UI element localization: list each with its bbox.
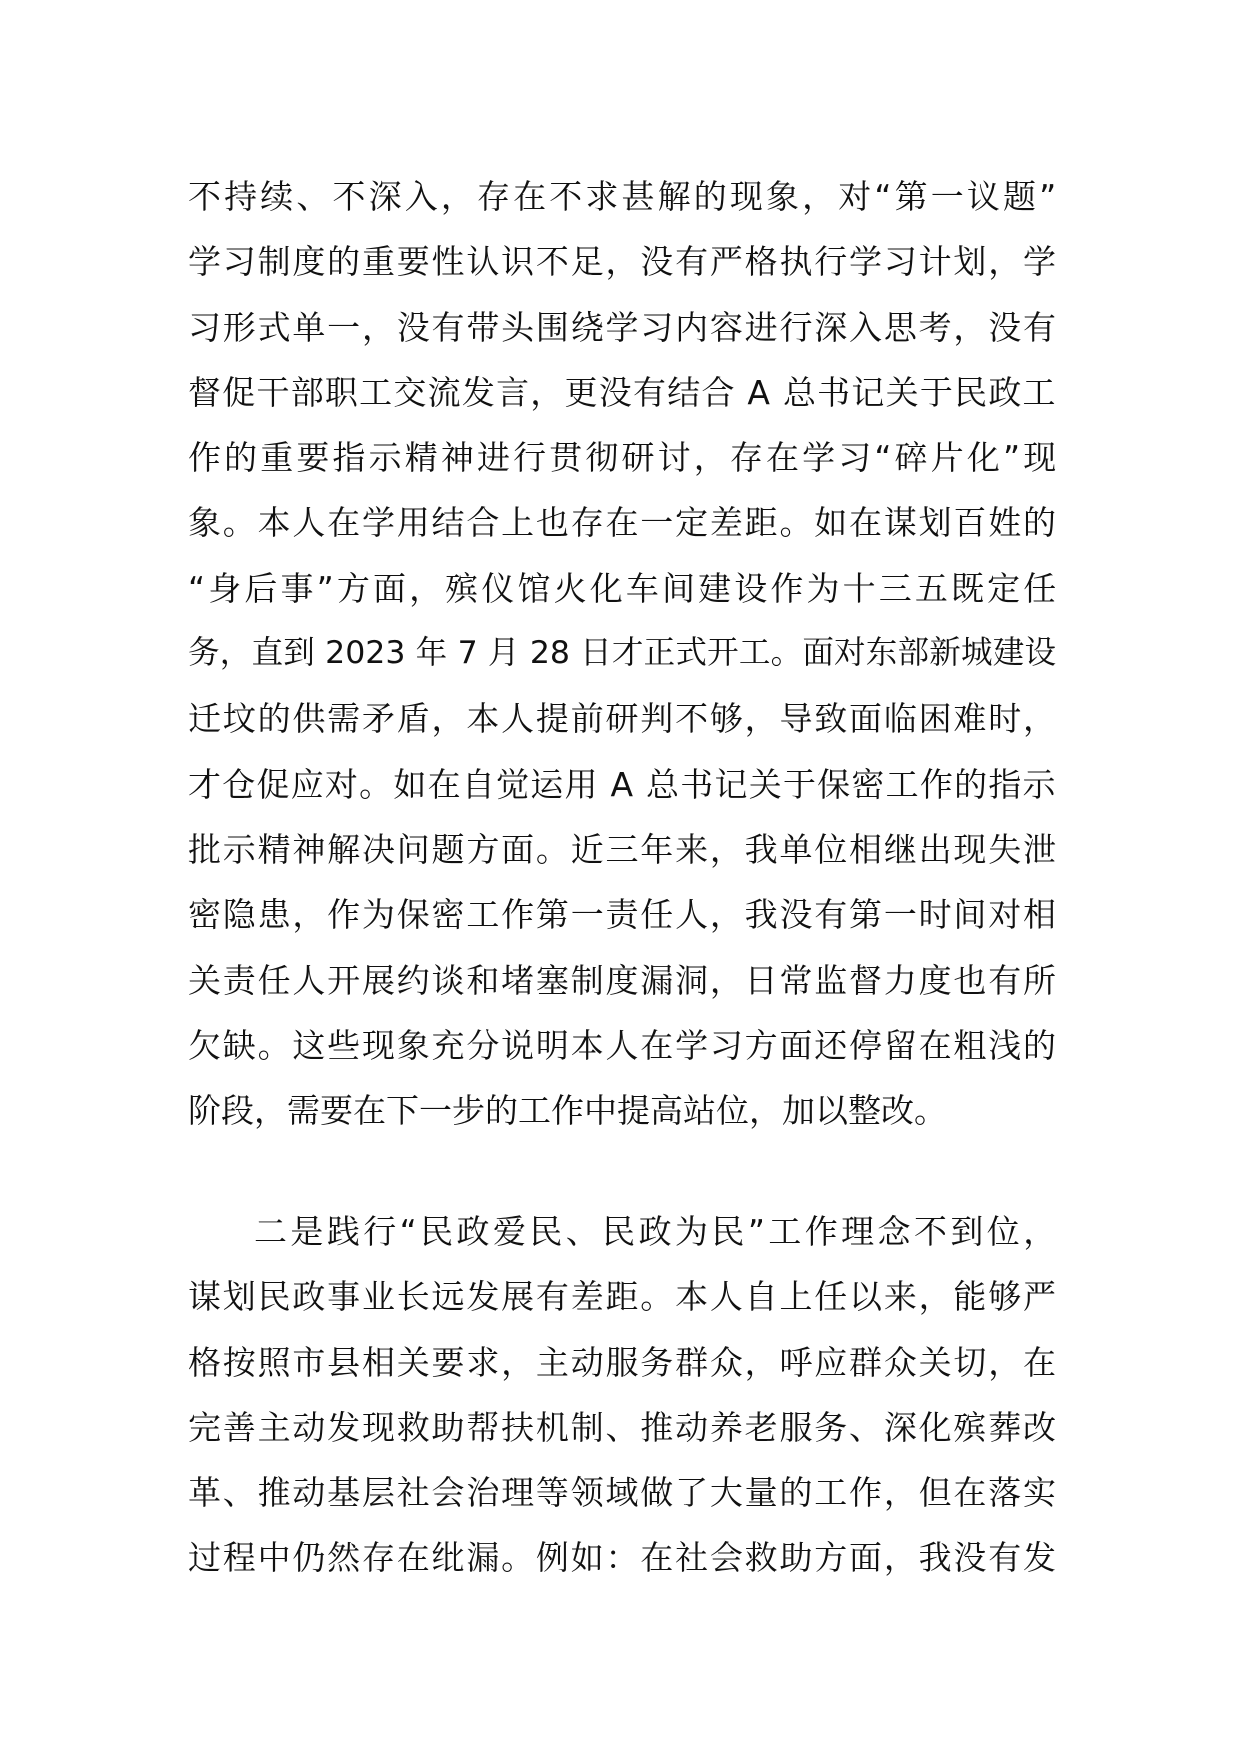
text-line: 不持续、不深入，存在不求甚解的现象，对“第一议题” xyxy=(188,177,1060,216)
text-line: “身后事”方面，殡仪馆火化车间建设作为十三五既定任 xyxy=(188,568,1060,608)
text-line: 迁坟的供需矛盾，本人提前研判不够，导致面临困难时， xyxy=(188,699,1058,739)
text-line: 学习制度的重要性认识不足，没有严格执行学习计划，学 xyxy=(188,242,1058,282)
text-line: 谋划民政事业长远发展有差距。本人自上任以来，能够严 xyxy=(188,1277,1058,1317)
paragraph-2 xyxy=(188,1199,1060,1591)
text-line: 务，直到 2023 年 7 月 28 日才正式开工。面对东部新城建设 xyxy=(188,635,1056,672)
text-line: 批示精神解决问题方面。近三年来，我单位相继出现失泄 xyxy=(188,829,1058,869)
text-line: 关责任人开展约谈和堵塞制度漏洞，日常监督力度也有所 xyxy=(188,960,1058,1000)
paragraph-1 xyxy=(188,164,1060,1143)
text-line: 完善主动发现救助帮扶机制、推动养老服务、深化殡葬改 xyxy=(188,1407,1058,1447)
text-line: 作的重要指示精神进行贯彻研讨，存在学习“碎片化”现 xyxy=(188,438,1060,478)
text-line: 象。本人在学用结合上也存在一定差距。如在谋划百姓的 xyxy=(188,503,1058,543)
text-line: 欠缺。这些现象充分说明本人在学习方面还停留在粗浅的 xyxy=(188,1025,1058,1065)
text-line: 阶段，需要在下一步的工作中提高站位，加以整改。 xyxy=(188,1091,947,1131)
text-line: 革、推动基层社会治理等领域做了大量的工作，但在落实 xyxy=(188,1473,1058,1513)
text-line: 格按照市县相关要求，主动服务群众，呼应群众关切，在 xyxy=(188,1342,1058,1382)
text-line: 才仓促应对。如在自觉运用 A 总书记关于保密工作的指示 xyxy=(188,764,1057,804)
text-line: 二是践行“民政爱民、民政为民”工作理念不到位， xyxy=(254,1212,1060,1251)
text-line: 督促干部职工交流发言，更没有结合 A 总书记关于民政工 xyxy=(188,372,1057,412)
text-line: 习形式单一，没有带头围绕学习内容进行深入思考，没有 xyxy=(188,307,1058,347)
text-line: 密隐患，作为保密工作第一责任人，我没有第一时间对相 xyxy=(188,895,1058,935)
text-line: 过程中仍然存在纰漏。例如：在社会救助方面，我没有发 xyxy=(188,1538,1058,1578)
